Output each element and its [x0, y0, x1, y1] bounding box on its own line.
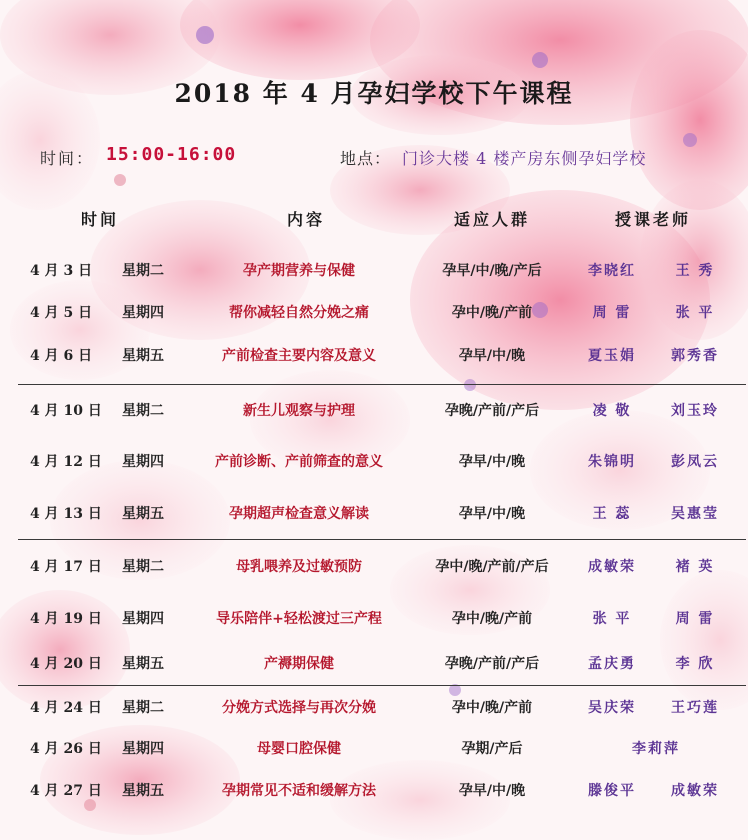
teacher-cell: 刘玉玲 [671, 402, 719, 419]
audience-cell: 孕中/晚/产前 [451, 699, 533, 716]
date-cell: 4 月 17 日 [30, 558, 102, 575]
audience-cell: 孕晚/产前/产后 [444, 655, 540, 672]
table-row [0, 336, 748, 376]
content-cell: 母乳喂养及过敏预防 [236, 558, 362, 575]
weekday-cell: 星期五 [122, 782, 164, 799]
content-cell: 孕产期营养与保健 [243, 262, 355, 279]
teacher-cell: 周 雷 [675, 610, 715, 627]
audience-cell: 孕晚/产前/产后 [444, 402, 540, 419]
teacher-cell: 朱锦明 [588, 453, 636, 470]
page-title: 2018 年 4 月孕妇学校下午课程 [174, 79, 574, 108]
content-cell: 孕期常见不适和缓解方法 [222, 782, 376, 799]
teacher-cell: 成敏荣 [671, 782, 719, 799]
header-time: 时间 [80, 210, 119, 229]
audience-cell: 孕期/产后 [461, 740, 523, 757]
weekday-cell: 星期二 [122, 699, 164, 716]
date-cell: 4 月 10 日 [30, 402, 102, 419]
weekday-cell: 星期五 [122, 347, 164, 364]
weekday-cell: 星期四 [122, 740, 164, 757]
teacher-cell: 张 平 [592, 610, 632, 627]
audience-cell: 孕早/中/晚 [458, 347, 526, 364]
group-divider [18, 539, 746, 540]
group-divider [18, 685, 746, 686]
content-cell: 母婴口腔保健 [257, 740, 341, 757]
content-cell: 导乐陪伴+轻松渡过三产程 [216, 610, 382, 627]
weekday-cell: 星期四 [122, 304, 164, 321]
teacher-cell: 吴惠莹 [671, 505, 719, 522]
date-cell: 4 月 19 日 [30, 610, 102, 627]
table-row [0, 599, 748, 639]
table-row [0, 494, 748, 534]
teacher-cell: 李莉萍 [632, 740, 680, 757]
time-label: 时间： [40, 149, 95, 168]
table-row [0, 729, 748, 769]
table-row [0, 547, 748, 587]
audience-cell: 孕中/晚/产前 [451, 304, 533, 321]
table-row [0, 688, 748, 728]
group-divider [18, 384, 746, 385]
audience-cell: 孕早/中/晚 [458, 505, 526, 522]
audience-cell: 孕中/晚/产前 [451, 610, 533, 627]
teacher-cell: 周 雷 [592, 304, 632, 321]
table-row [0, 251, 748, 291]
date-cell: 4 月 13 日 [30, 505, 102, 522]
date-cell: 4 月 6 日 [30, 347, 93, 364]
teacher-cell: 滕俊平 [588, 782, 636, 799]
teacher-cell: 王 蕊 [592, 505, 632, 522]
teacher-cell: 郭秀香 [671, 347, 719, 364]
weekday-cell: 星期四 [122, 453, 164, 470]
teacher-cell: 彭凤云 [671, 453, 719, 470]
teacher-cell: 成敏荣 [588, 558, 636, 575]
audience-cell: 孕中/晚/产前/产后 [435, 558, 549, 575]
content-cell: 孕期超声检查意义解读 [229, 505, 369, 522]
weekday-cell: 星期二 [122, 558, 164, 575]
content-cell: 帮你减轻自然分娩之痛 [229, 304, 369, 321]
date-cell: 4 月 20 日 [30, 655, 102, 672]
table-row [0, 771, 748, 811]
content-cell: 产前诊断、产前筛查的意义 [215, 453, 383, 470]
weekday-cell: 星期五 [122, 655, 164, 672]
weekday-cell: 星期四 [122, 610, 164, 627]
audience-cell: 孕早/中/晚 [458, 453, 526, 470]
table-row [0, 644, 748, 684]
table-row [0, 391, 748, 431]
weekday-cell: 星期二 [122, 402, 164, 419]
teacher-cell: 张 平 [675, 304, 715, 321]
header-audience: 适应人群 [453, 210, 530, 229]
teacher-cell: 王巧莲 [671, 699, 719, 716]
teacher-cell: 褚 英 [675, 558, 715, 575]
audience-cell: 孕早/中/晚/产后 [442, 262, 542, 279]
content-cell: 新生儿观察与护理 [243, 402, 355, 419]
audience-cell: 孕早/中/晚 [458, 782, 526, 799]
content-cell: 分娩方式选择与再次分娩 [222, 699, 376, 716]
content-cell: 产前检查主要内容及意义 [222, 347, 376, 364]
teacher-cell: 李 欣 [675, 655, 715, 672]
table-row [0, 442, 748, 482]
weekday-cell: 星期五 [122, 505, 164, 522]
content-cell: 产褥期保健 [264, 655, 334, 672]
time-value: 15:00-16:00 [106, 144, 237, 165]
header-content: 内容 [286, 210, 325, 229]
header-teachers: 授课老师 [614, 210, 691, 229]
place-label: 地点： [340, 149, 392, 168]
teacher-cell: 吴庆荣 [588, 699, 636, 716]
date-cell: 4 月 24 日 [30, 699, 102, 716]
date-cell: 4 月 12 日 [30, 453, 102, 470]
date-cell: 4 月 26 日 [30, 740, 102, 757]
weekday-cell: 星期二 [122, 262, 164, 279]
place-value: 门诊大楼 4 楼产房东侧孕妇学校 [402, 149, 647, 168]
teacher-cell: 王 秀 [675, 262, 715, 279]
teacher-cell: 夏玉娟 [588, 347, 636, 364]
date-cell: 4 月 3 日 [30, 262, 93, 279]
teacher-cell: 李晓红 [588, 262, 636, 279]
table-row [0, 293, 748, 333]
teacher-cell: 孟庆勇 [588, 655, 636, 672]
date-cell: 4 月 5 日 [30, 304, 93, 321]
teacher-cell: 凌 敬 [592, 402, 632, 419]
date-cell: 4 月 27 日 [30, 782, 102, 799]
